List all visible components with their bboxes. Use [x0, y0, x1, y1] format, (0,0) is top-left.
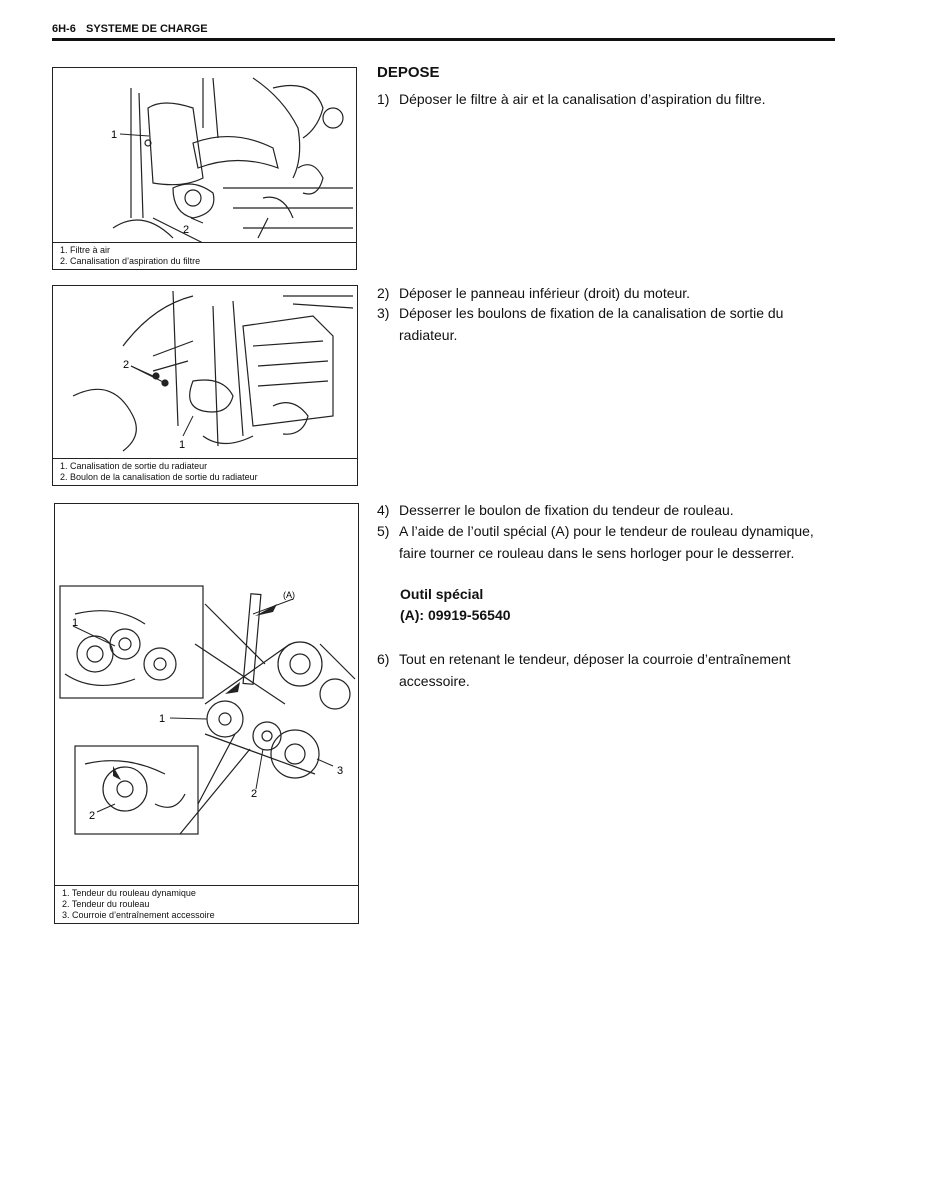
chapter-title: SYSTEME DE CHARGE — [86, 23, 208, 35]
callout-1: 1 — [111, 129, 118, 141]
callout-3: 3 — [337, 765, 344, 777]
step-number: 2) — [377, 285, 390, 301]
step-number: 1) — [377, 91, 390, 107]
step-text: Déposer le panneau inférieur (droit) du moteur. — [399, 285, 691, 301]
callout-1: 1 — [159, 713, 166, 725]
section-title: DEPOSE — [377, 64, 440, 81]
figure-belt-tensioner — [54, 503, 359, 924]
step-1 — [377, 88, 837, 110]
callout-2: 2 — [183, 224, 190, 236]
caption-line: 3. Courroie d’entraînement accessoire — [62, 910, 215, 920]
figure-air-filter — [52, 67, 357, 270]
page-header — [52, 20, 835, 41]
figure-caption — [53, 242, 356, 269]
callout-2: 2 — [251, 788, 258, 800]
figure-caption — [55, 885, 358, 923]
step-text: Déposer les boulons de fixation de la canalisation de sortie du radiateur. — [399, 305, 784, 343]
step-text: Tout en retenant le tendeur, déposer la courroie d’entraînement accessoire. — [399, 651, 791, 689]
figure-radiator-outlet — [52, 285, 358, 486]
callout-a: (A) — [283, 590, 295, 600]
step-number: 3) — [377, 305, 390, 321]
belt-tensioner-illustration — [55, 504, 358, 923]
caption-line: 2. Tendeur du rouleau — [62, 899, 150, 909]
step-3 — [377, 302, 837, 346]
radiator-outlet-illustration — [53, 286, 357, 485]
caption-line: 1. Filtre à air — [60, 245, 111, 255]
callout-2: 2 — [89, 810, 96, 822]
page-number: 6H-6 — [52, 23, 76, 35]
tool-label: Outil spécial — [400, 586, 484, 602]
step-2 — [377, 282, 837, 304]
step-number: 4) — [377, 502, 390, 518]
tool-value: (A): 09919-56540 — [400, 607, 511, 623]
air-filter-illustration — [53, 68, 356, 269]
step-text: A l’aide de l’outil spécial (A) pour le tendeur de rouleau dynamique, faire tourner ce rouleau dans le sens horloger pour le desserrer. — [399, 523, 814, 561]
caption-line: 1. Tendeur du rouleau dynamique — [62, 888, 196, 898]
step-number: 6) — [377, 651, 390, 667]
callout-1: 1 — [179, 439, 186, 451]
caption-line: 2. Canalisation d’aspiration du filtre — [60, 256, 201, 266]
caption-line: 1. Canalisation de sortie du radiateur — [60, 461, 208, 471]
step-6 — [377, 648, 837, 692]
step-4 — [377, 499, 837, 521]
figure-caption — [53, 458, 357, 485]
step-text: Desserrer le boulon de fixation du tendeur de rouleau. — [399, 502, 734, 518]
caption-line: 2. Boulon de la canalisation de sortie du radiateur — [60, 472, 258, 482]
step-number: 5) — [377, 523, 390, 539]
callout-1: 1 — [72, 617, 79, 629]
step-5 — [377, 520, 837, 564]
callout-2: 2 — [123, 359, 130, 371]
step-text: Déposer le filtre à air et la canalisation d’aspiration du filtre. — [399, 91, 766, 107]
